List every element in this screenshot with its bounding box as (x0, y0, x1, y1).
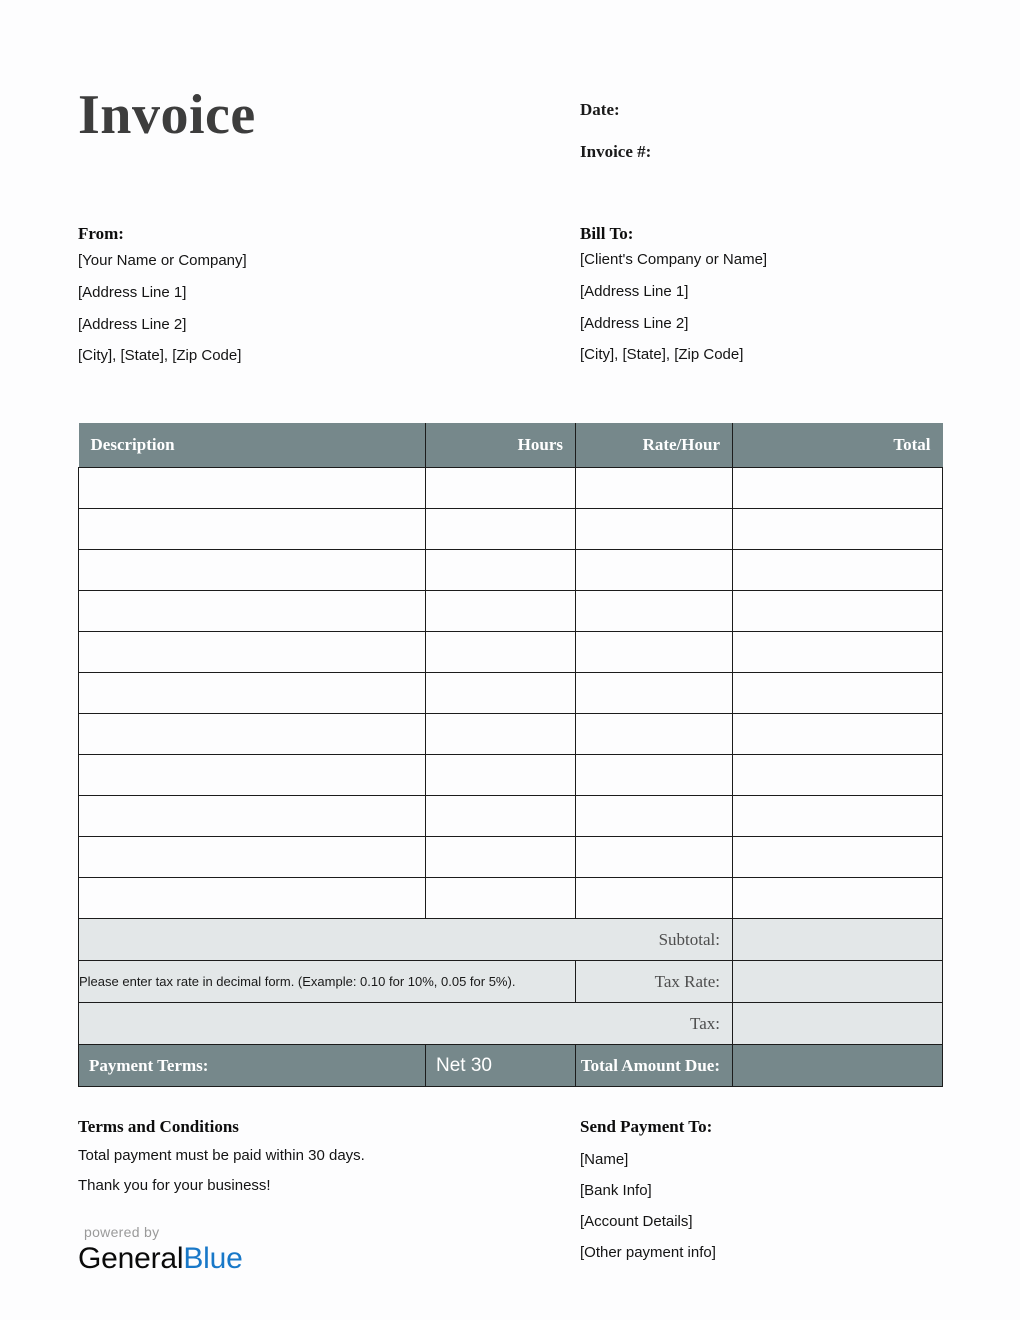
totals-body (79, 919, 943, 1087)
total-amount-due-label: Total Amount Due: (576, 1045, 733, 1087)
from-heading: From: (78, 224, 124, 243)
table-row (79, 550, 943, 591)
table-header (79, 423, 943, 468)
item-rate-cell[interactable] (576, 878, 733, 919)
tax-label: Tax: (79, 1003, 733, 1045)
table-row (79, 632, 943, 673)
brand-logo (78, 1224, 580, 1276)
powered-by-label: powered by (84, 1224, 160, 1240)
table-row (79, 714, 943, 755)
item-description-cell[interactable] (79, 673, 426, 714)
column-header-total: Total (733, 423, 943, 468)
total-amount-due-value[interactable] (733, 1045, 943, 1087)
send-payment-block (580, 1117, 942, 1275)
table-row (79, 837, 943, 878)
item-total-cell[interactable] (733, 755, 943, 796)
send-payment-heading: Send Payment To: (580, 1117, 713, 1136)
item-rate-cell[interactable] (576, 714, 733, 755)
send-payment-line: [Name] (580, 1151, 629, 1168)
terms-line: Total payment must be paid within 30 days. (78, 1147, 365, 1164)
table-row (79, 673, 943, 714)
terms-block (78, 1117, 580, 1276)
tax-value[interactable] (733, 1003, 943, 1045)
from-line: [Address Line 1] (78, 283, 187, 301)
table-header-row (79, 423, 943, 468)
table-body (79, 468, 943, 919)
subtotal-label: Subtotal: (79, 919, 733, 961)
tax-rate-label: Tax Rate: (576, 961, 733, 1003)
invoice-footer (78, 1117, 942, 1276)
page-title: Invoice (78, 84, 256, 146)
address-section (78, 224, 942, 379)
table-row (79, 796, 943, 837)
item-total-cell[interactable] (733, 714, 943, 755)
item-rate-cell[interactable] (576, 550, 733, 591)
header-left-column (78, 86, 580, 145)
column-header-hours: Hours (426, 423, 576, 468)
item-hours-cell[interactable] (426, 673, 576, 714)
payment-terms-value[interactable]: Net 30 (426, 1045, 576, 1087)
item-description-cell[interactable] (79, 878, 426, 919)
brand-name-general: General (78, 1242, 184, 1275)
subtotal-row (79, 919, 943, 961)
table-row (79, 509, 943, 550)
tax-row (79, 1003, 943, 1045)
header-right-column (580, 86, 942, 184)
send-payment-line: [Other payment info] (580, 1244, 716, 1261)
item-total-cell[interactable] (733, 550, 943, 591)
item-total-cell[interactable] (733, 837, 943, 878)
item-hours-cell[interactable] (426, 796, 576, 837)
item-hours-cell[interactable] (426, 509, 576, 550)
bill-to-heading: Bill To: (580, 224, 634, 243)
item-description-cell[interactable] (79, 755, 426, 796)
item-description-cell[interactable] (79, 837, 426, 878)
item-total-cell[interactable] (733, 796, 943, 837)
item-rate-cell[interactable] (576, 509, 733, 550)
item-description-cell[interactable] (79, 468, 426, 509)
terms-line: Thank you for your business! (78, 1177, 271, 1194)
table-row (79, 878, 943, 919)
item-hours-cell[interactable] (426, 837, 576, 878)
item-hours-cell[interactable] (426, 878, 576, 919)
subtotal-value[interactable] (733, 919, 943, 961)
item-hours-cell[interactable] (426, 714, 576, 755)
item-total-cell[interactable] (733, 673, 943, 714)
item-rate-cell[interactable] (576, 591, 733, 632)
item-hours-cell[interactable] (426, 591, 576, 632)
payment-terms-row (79, 1045, 943, 1087)
from-line: [Your Name or Company] (78, 252, 247, 269)
column-header-rate: Rate/Hour (576, 423, 733, 468)
item-total-cell[interactable] (733, 878, 943, 919)
bill-to-line: [Client's Company or Name] (580, 251, 768, 268)
item-description-cell[interactable] (79, 591, 426, 632)
table-row (79, 591, 943, 632)
table-row (79, 755, 943, 796)
item-description-cell[interactable] (79, 550, 426, 591)
item-rate-cell[interactable] (576, 755, 733, 796)
item-description-cell[interactable] (79, 632, 426, 673)
item-description-cell[interactable] (79, 796, 426, 837)
bill-to-line: [Address Line 1] (580, 282, 689, 300)
send-payment-line: [Bank Info] (580, 1182, 652, 1199)
brand-name (78, 1242, 580, 1276)
item-rate-cell[interactable] (576, 468, 733, 509)
invoice-number-label: Invoice #: (580, 142, 652, 161)
table-row (79, 468, 943, 509)
payment-terms-label: Payment Terms: (79, 1045, 426, 1087)
item-total-cell[interactable] (733, 468, 943, 509)
bill-to-block (580, 224, 942, 378)
item-hours-cell[interactable] (426, 550, 576, 591)
item-hours-cell[interactable] (426, 468, 576, 509)
bill-to-line: [City], [State], [Zip Code] (580, 346, 744, 364)
from-block (78, 224, 580, 379)
line-items-table (78, 423, 943, 1087)
bill-to-line: [Address Line 2] (580, 314, 689, 332)
item-description-cell[interactable] (79, 509, 426, 550)
tax-rate-row (79, 961, 943, 1003)
item-rate-cell[interactable] (576, 632, 733, 673)
tax-rate-note: Please enter tax rate in decimal form. (Example: 0.10 for 10%, 0.05 for 5%). (79, 961, 576, 1003)
item-total-cell[interactable] (733, 632, 943, 673)
date-label: Date: (580, 100, 620, 119)
item-description-cell[interactable] (79, 714, 426, 755)
from-line: [Address Line 2] (78, 315, 187, 333)
item-total-cell[interactable] (733, 591, 943, 632)
item-hours-cell[interactable] (426, 632, 576, 673)
from-line: [City], [State], [Zip Code] (78, 347, 242, 365)
send-payment-line: [Account Details] (580, 1213, 693, 1230)
tax-rate-value[interactable] (733, 961, 943, 1003)
brand-name-blue: Blue (183, 1242, 243, 1275)
item-hours-cell[interactable] (426, 755, 576, 796)
item-rate-cell[interactable] (576, 837, 733, 878)
item-rate-cell[interactable] (576, 796, 733, 837)
column-header-description: Description (79, 423, 426, 468)
item-rate-cell[interactable] (576, 673, 733, 714)
invoice-header (78, 0, 942, 184)
terms-heading: Terms and Conditions (78, 1117, 239, 1136)
item-total-cell[interactable] (733, 509, 943, 550)
